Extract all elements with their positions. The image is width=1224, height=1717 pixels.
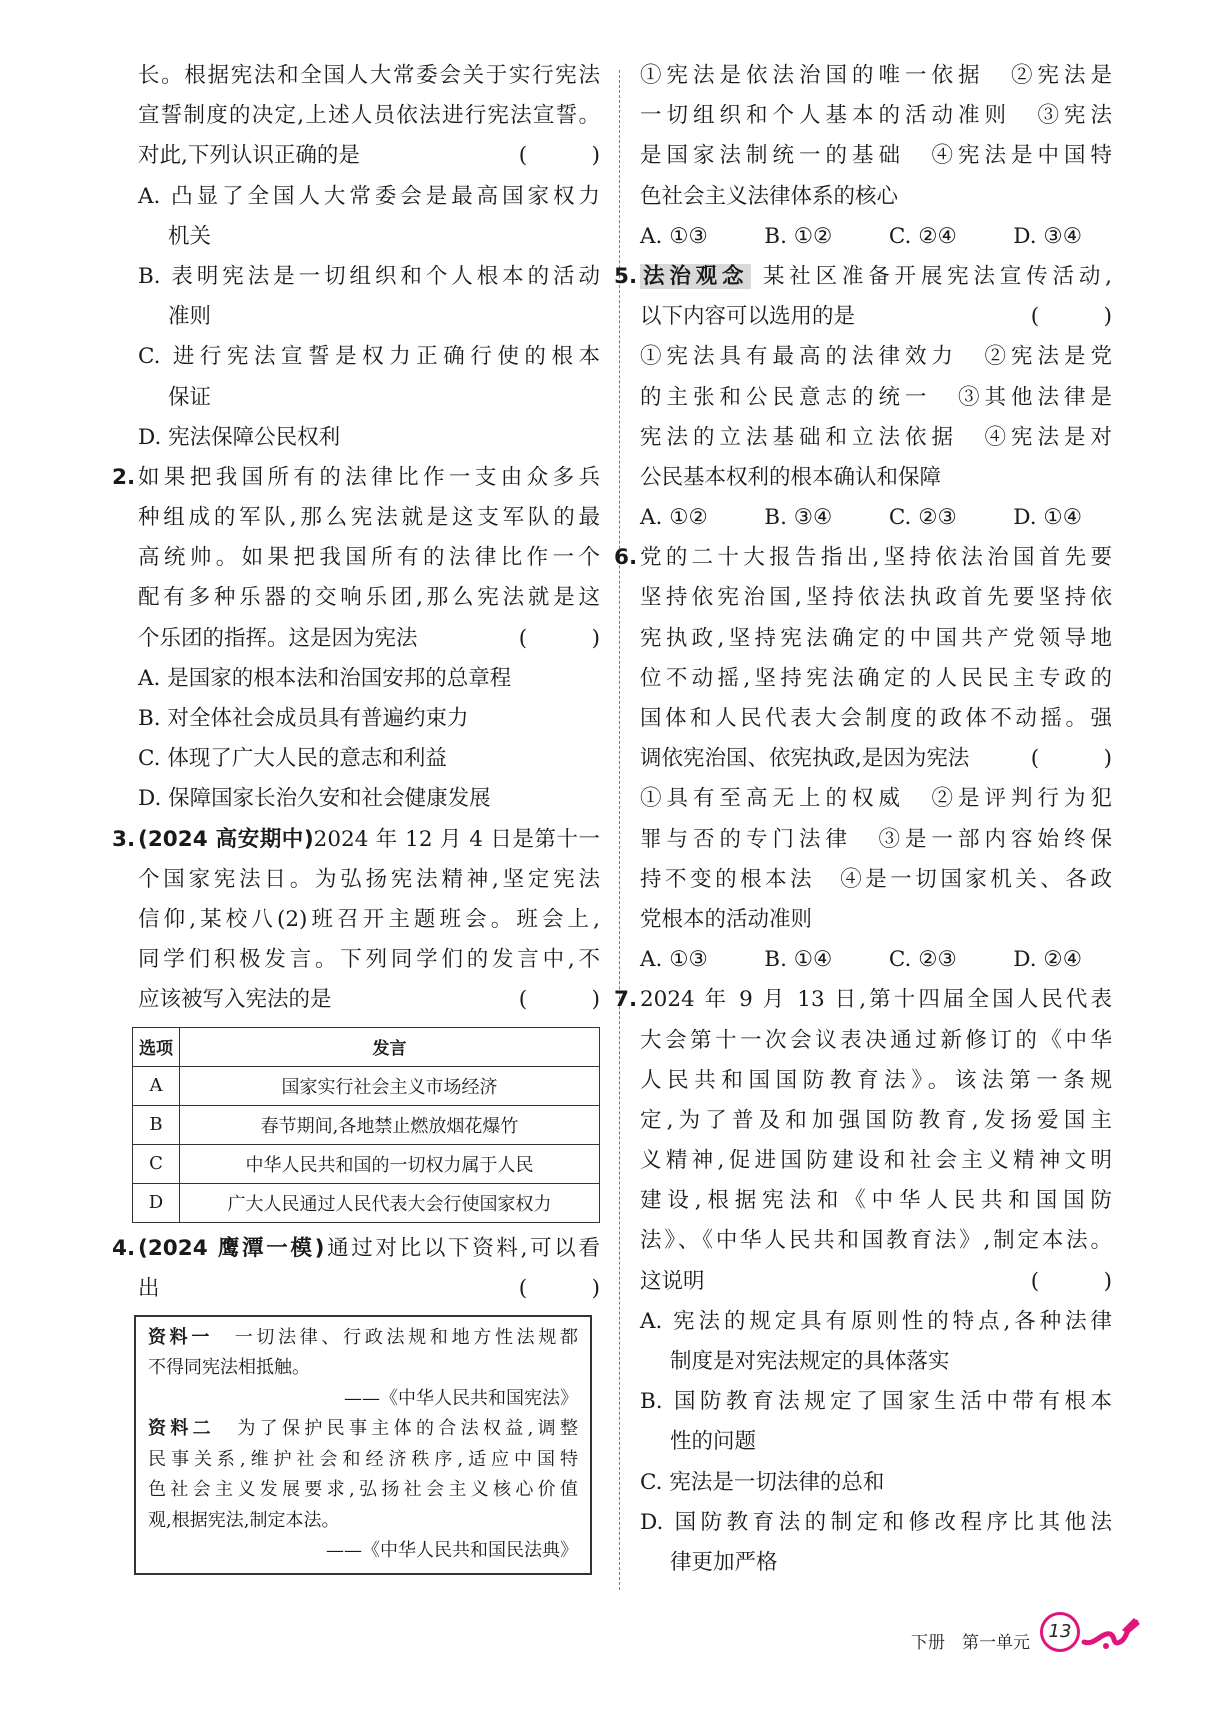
text-line [138,498,600,538]
text-line [640,418,1112,458]
question-4 [112,1229,600,1575]
text-line [640,1221,1112,1261]
text-line [640,619,1112,659]
question-4-stem-first-line: 4. (2024 鹰潭一模)通过对比以下资料,可以看 [138,1229,600,1269]
line-text: 坚持依宪治国,坚持依法执政首先要坚持依 [640,585,1112,611]
text-line [138,578,600,618]
question-number: 2. [112,464,136,490]
material-box [134,1315,592,1575]
line-text: 同学们积极发言。下列同学们的发言中,不 [138,947,600,973]
option-text: 制度是对宪法规定的具体落实 [670,1349,950,1374]
text-line [640,378,1112,418]
option-text: A. 宪法的规定具有原则性的特点,各种法律 [640,1308,1112,1334]
decorative-swoosh-icon [1082,1612,1144,1652]
text-line [640,779,1112,819]
text-line [138,619,600,659]
text-line [640,1101,1112,1141]
answer-bracket: ( ) [1030,746,1112,772]
text-line [138,900,600,940]
question-2 [112,458,600,820]
line-text: 是国家法制统一的基础 ④宪法是中国特 [640,143,1112,169]
line-text: 罪与否的专门法律 ③是一部内容始终保 [640,826,1112,852]
option-continued [138,297,600,337]
answer-bracket: ( ) [518,987,600,1013]
option [640,1382,1112,1422]
choice-option: A. ①② [640,505,708,531]
line-text: ①宪法具有最高的法律效力 ②宪法是党 [640,344,1112,370]
line-text: 人民共和国国防教育法》。该法第一条规 [640,1067,1112,1093]
choice-options-row [640,498,1112,538]
option [138,257,600,297]
text-line [640,1141,1112,1181]
question-5-stem-first-line: 5. 法治观念 某社区准备开展宪法宣传活动, [640,257,1112,297]
option [640,1302,1112,1342]
option [138,739,600,779]
line-text: 定,为了普及和加强国防教育,发扬爱国主 [640,1107,1112,1133]
option-text: D. 保障国家长治久安和社会健康发展 [138,786,491,812]
option-letter: A [133,1066,180,1105]
option-text: D. 国防教育法的制定和修改程序比其他法 [640,1509,1112,1535]
option-text: 性的问题 [670,1429,757,1455]
question-5 [614,257,1112,538]
line-text: 宪法的立法基础和立法依据 ④宪法是对 [640,424,1112,450]
option [138,779,600,819]
choice-option: D. ①④ [1013,505,1082,531]
option-letter: B [133,1105,180,1144]
line-text: 2024 年 9 月 13 日,第十四届全国人民代表 [640,987,1112,1013]
question-number: 5. [614,263,638,289]
choice-option: D. ②④ [1013,947,1082,973]
text-line [640,1061,1112,1101]
text-line [640,337,1112,377]
line-text: 配有多种乐器的交响乐团,那么宪法就是这 [138,585,600,611]
line-text: 一切组织和个人基本的活动准则 ③宪法 [640,103,1112,129]
option-text: B. 对全体社会成员具有普遍约束力 [138,706,469,731]
question-source: (2024 鹰潭一模) [138,1235,325,1261]
choice-options-row [640,940,1112,980]
line-text: 应该被写入宪法的是 [138,987,332,1013]
line-text: 大会第十一次会议表决通过新修订的《中华 [640,1027,1112,1053]
line-text: 色社会主义法律体系的核心 [640,183,899,209]
question-number: 7. [614,987,638,1013]
text-line [640,96,1112,136]
text-line [640,739,1112,779]
text-line [138,538,600,578]
line-text: 长。根据宪法和全国人大常委会关于实行宪法 [138,63,600,88]
text-line [640,1262,1112,1302]
line-text: 党的二十大报告指出,坚持依法治国首先要 [640,545,1112,571]
text-line [640,820,1112,860]
option [138,337,600,377]
line-text: 个国家宪法日。为弘扬宪法精神,坚定宪法 [138,866,600,892]
text-line [640,458,1112,498]
option-text: 律更加严格 [670,1549,778,1575]
option [640,1463,1112,1503]
option-text: B. 国防教育法规定了国家生活中带有根本 [640,1389,1112,1415]
line-text: 公民基本权利的根本确认和保障 [640,464,942,490]
line-text: 种组成的军队,那么宪法就是这支军队的最 [138,505,600,531]
option-text: 保证 [168,384,212,410]
table-header-option: 选项 [133,1027,180,1066]
material-2-line: 资料二 为了保护民事主体的合法权益,调整 [148,1418,578,1440]
text-line [640,900,1112,940]
option-letter: D [133,1183,180,1222]
choice-option: C. ②③ [888,947,957,973]
option [138,418,600,458]
topic-tag: 法治观念 [640,264,751,289]
volume-unit-label: 下册 第一单元 [911,1633,1030,1653]
question-number: 4. [112,1235,136,1261]
line-text: ①宪法是依法治国的唯一依据 ②宪法是 [640,63,1112,88]
text-line [112,458,600,498]
answer-bracket: ( ) [1030,1268,1112,1294]
table-row [133,1183,600,1222]
table-row [133,1105,600,1144]
option-text: C. 体现了广大人民的意志和利益 [138,746,447,772]
answer-bracket: ( ) [1030,304,1112,330]
choice-options-row [640,217,1112,257]
text-line [640,659,1112,699]
line-text: 信仰,某校八(2)班召开主题班会。班会上, [138,906,600,932]
option-text: 准则 [168,304,212,330]
option-continued [640,1543,1112,1583]
question-number: 6. [614,545,638,571]
text-line [138,96,600,136]
question-7 [614,980,1112,1583]
left-column [112,56,600,1575]
text-line [138,940,600,980]
line-text: 对此,下列认识正确的是 [138,143,360,169]
material-2-source: ——《中华人民共和国民法典》 [326,1540,578,1562]
line-text: 的主张和公民意志的统一 ③其他法律是 [640,384,1112,410]
question-4-stem-line: 出 ( ) [138,1269,600,1309]
text-line [614,538,1112,578]
line-text: 持不变的根本法 ④是一切国家机关、各政 [640,866,1112,892]
text-line [138,860,600,900]
choice-option: A. ①③ [640,947,708,973]
option-continued [640,1342,1112,1382]
text-line [640,177,1112,217]
line-text: 这说明 [640,1268,705,1294]
material-1-line: 资料一 一切法律、行政法规和地方性法规都 [148,1326,579,1348]
question-3 [112,820,600,1223]
option-continued [138,217,600,257]
option-text: C. 宪法是一切法律的总和 [640,1469,885,1495]
text-line [640,1181,1112,1221]
question-1-continued [138,56,600,458]
table-row [133,1066,600,1105]
option [138,699,600,739]
option-text: B. 表明宪法是一切组织和个人根本的活动 [138,263,600,289]
choice-option: B. ③④ [764,505,833,531]
speech-text: 中华人民共和国的一切权力属于人民 [180,1144,600,1183]
line-text: 党根本的活动准则 [640,906,813,932]
choice-option: B. ①② [764,223,833,249]
material-1-source: ——《中华人民共和国宪法》 [344,1387,578,1409]
choice-option: C. ②③ [888,505,957,531]
option-text: D. 宪法保障公民权利 [138,424,341,450]
question-source: (2024 高安期中) [138,826,314,852]
page-footer [911,1610,1144,1653]
text-line [640,860,1112,900]
option [138,177,600,217]
option-continued [640,1422,1112,1462]
material-2-line: 色社会主义发展要求,弘扬社会主义核心价值 [148,1479,578,1501]
text-line [640,56,1112,96]
choice-option: B. ①④ [764,947,833,973]
option [138,659,600,699]
option-text: 机关 [168,223,212,249]
speech-text: 春节期间,各地禁止燃放烟花爆竹 [180,1105,600,1144]
speech-text: 广大人民通过人民代表大会行使国家权力 [180,1183,600,1222]
line-text: 宣誓制度的决定,上述人员依法进行宪法宣誓。 [138,103,600,129]
line-text: ①具有至高无上的权威 ②是评判行为犯 [640,786,1112,812]
question-5-stem-line: 以下内容可以选用的是 ( ) [640,297,1112,337]
question-6 [614,538,1112,980]
page-number: 13 [1040,1612,1080,1652]
line-text: 调依宪治国、依宪执政,是因为宪法 [640,746,970,772]
line-text: 国体和人民代表大会制度的政体不动摇。强 [640,706,1112,731]
table-header-speech: 发言 [180,1027,600,1066]
question-4-statements [640,56,1112,257]
material-1-line: 不得同宪法相抵触。 [148,1357,310,1379]
line-text: 个乐团的指挥。这是因为宪法 [138,625,418,651]
line-text: 义精神,促进国防建设和社会主义精神文明 [640,1148,1112,1174]
right-column [614,56,1112,1583]
choice-option: C. ②④ [888,223,957,249]
text-line [640,699,1112,739]
material-2-line: 观,根据宪法,制定本法。 [148,1509,340,1531]
question-number: 3. [112,826,136,852]
table-row [133,1144,600,1183]
speech-options-table [132,1027,600,1223]
text-line [640,136,1112,176]
text-line [640,578,1112,618]
option-letter: C [133,1144,180,1183]
answer-bracket: ( ) [518,143,600,169]
line-text: 高统帅。如果把我国所有的法律比作一个 [138,545,600,571]
line-text: 宪执政,坚持宪法确定的中国共产党领导地 [640,625,1112,651]
choice-option: D. ③④ [1013,223,1082,249]
line-text: 如果把我国所有的法律比作一支由众多兵 [138,464,600,490]
line-text: 法》、《中华人民共和国教育法》,制定本法。 [640,1228,1112,1254]
text-line [614,980,1112,1020]
text-line [138,980,600,1020]
option-text: C. 进行宪法宣誓是权力正确行使的根本 [138,344,600,370]
answer-bracket: ( ) [518,1275,600,1301]
option-continued [138,378,600,418]
option [640,1503,1112,1543]
text-line [138,136,600,176]
line-text: 位不动摇,坚持宪法确定的人民民主专政的 [640,665,1112,691]
text-line [138,56,600,96]
choice-option: A. ①③ [640,223,708,249]
column-divider [619,70,620,1590]
option-text: A. 凸显了全国人大常委会是最高国家权力 [138,183,600,209]
option-text: A. 是国家的根本法和治国安邦的总章程 [138,665,512,691]
answer-bracket: ( ) [518,625,600,651]
line-text: 建设,根据宪法和《中华人民共和国国防 [640,1188,1112,1214]
question-3-stem-first-line: 3. (2024 高安期中)2024 年 12 月 4 日是第十一 [138,820,600,860]
text-line [640,1021,1112,1061]
material-2-line: 民事关系,维护社会和经济秩序,适应中国特 [148,1448,578,1470]
speech-text: 国家实行社会主义市场经济 [180,1066,600,1105]
